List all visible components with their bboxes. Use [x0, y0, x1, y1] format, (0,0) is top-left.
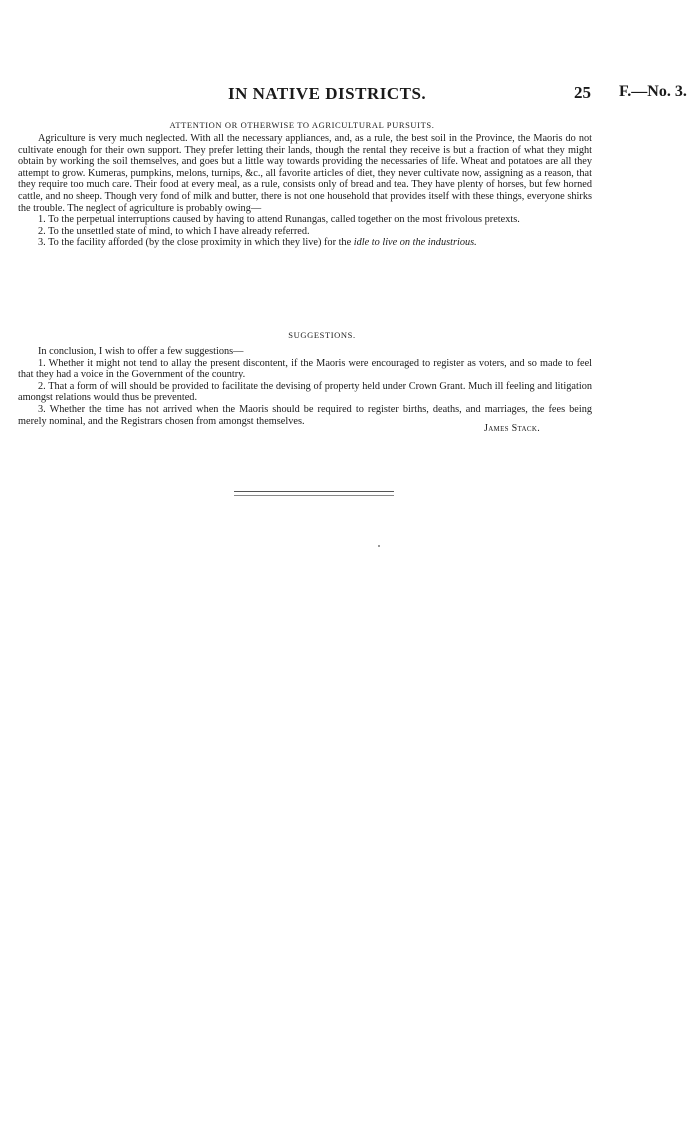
- running-title: IN NATIVE DISTRICTS.: [228, 84, 427, 103]
- closing-rule: [234, 491, 394, 496]
- section-heading-suggestions: SUGGESTIONS.: [288, 330, 356, 340]
- section-agriculture-body: [18, 133, 592, 249]
- suggestions-intro: In conclusion, I wish to offer a few suggestions—: [38, 346, 244, 357]
- agriculture-item-3-text: 3. To the facility afforded (by the close proximity in which they live) for the: [38, 237, 354, 249]
- signature: James Stack.: [484, 423, 540, 434]
- suggestion-item-2: 2. That a form of will should be provided to facilitate the devising of property held under Crown Grant. Much ill feeling and litigation amongst relations would thus be prevented.: [18, 380, 592, 404]
- section-suggestions-body: [18, 346, 592, 427]
- agriculture-item-1: 1. To the perpetual interruptions caused by having to attend Runangas, called together on the most frivolous pretexts.: [38, 214, 520, 226]
- page-header: [0, 84, 700, 104]
- suggestion-item-3: 3. Whether the time has not arrived when the Maoris should be required to register births, deaths, and marriages, the fees being merely nominal, and the Registrars chosen from amongst themselves.: [18, 403, 592, 427]
- suggestion-item-1: 1. Whether it might not tend to allay the present discontent, if the Maoris were encouraged to register as voters, and so made to feel that they had a voice in the Government of the country.: [18, 357, 592, 381]
- agriculture-item-2: 2. To the unsettled state of mind, to which I have already referred.: [38, 225, 310, 237]
- page-number: 25: [574, 83, 591, 102]
- agriculture-item-3: [18, 237, 592, 249]
- document-reference: F.—No. 3.: [619, 83, 687, 100]
- agriculture-paragraph: Agriculture is very much neglected. With all the necessary appliances, and, as a rule, the best soil in the Province, the Maoris do not cultivate enough for their own support. They prefer letting their lands, though the rental they receive is but a fraction of what they might obtain by working the soil themselves, and goes but a little way towards providing the necessaries of life. Wheat and potatoes are all they attempt to grow. Kumeras, pumpkins, melons, turnips, &c., all favorite articles of diet, they never cultivate now, assigning as a reason, that they require too much care. Their food at every meal, as a rule, consists only of bread and tea. They have plenty of horses, but few horned cattle, and no sheep. Though very fond of milk and butter, there is not one household that provides itself with these things, everyone shirks the trouble. The neglect of agriculture is probably owing—: [18, 133, 592, 214]
- agriculture-item-3-italic: idle to live on the industrious.: [353, 237, 477, 249]
- section-heading-agriculture: ATTENTION OR OTHERWISE TO AGRICULTURAL PURSUITS.: [169, 120, 435, 130]
- print-speck: [378, 545, 380, 547]
